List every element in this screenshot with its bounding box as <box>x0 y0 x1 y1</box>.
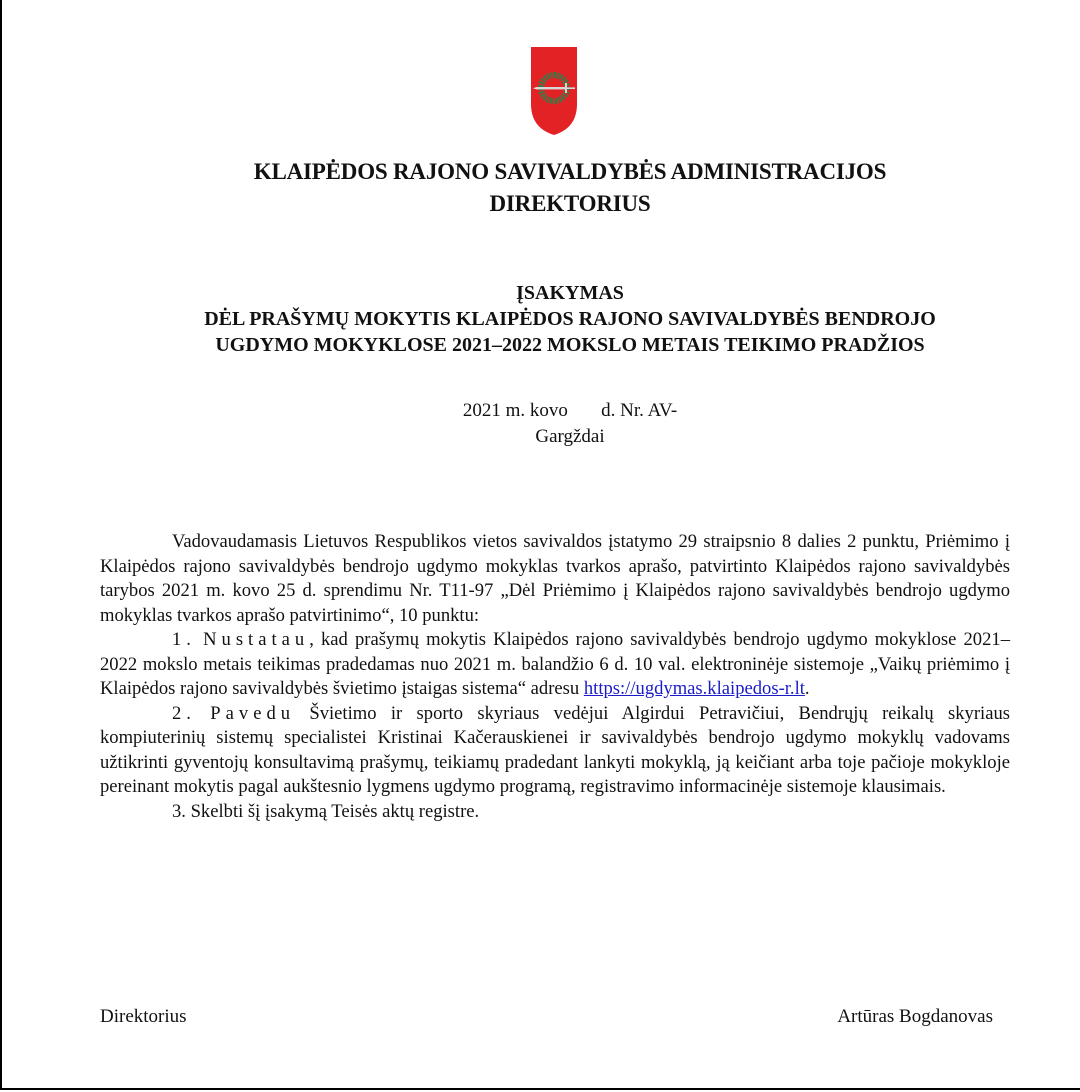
item-1-text: , kad prašymų mokytis Klaipėdos rajono savivaldybės bendrojo ugdymo mokyklose 2021–2022 mokslo metais teikimas pradedamas nuo 2021 m. balandžio 6 d. 10 val. elektroninėje sistemoje „Vaikų priėmimo į Klaipėdos rajono savivaldybės švietimo įstaigas sistema“ adresu <box>100 629 1010 699</box>
item-2-verb: Pavedu <box>210 702 296 724</box>
document-body <box>100 530 1010 824</box>
preamble-paragraph: Vadovaudamasis Lietuvos Respublikos vietos savivaldos įstatymo 29 straipsnio 8 dalies 2 punktu, Priėmimo į Klaipėdos rajono savivaldybės bendrojo ugdymo mokyklas tvarkos aprašo, patvirtinto Klaipėdos rajono savivaldybės tarybos 2021 m. kovo 25 d. sprendimu Nr. T11-97 „Dėl Priėmimo į Klaipėdos rajono savivaldybės bendrojo ugdymo mokyklas tvarkos aprašo patvirtinimo“, 10 punktu: <box>100 531 1010 626</box>
issuer-line-1: KLAIPĖDOS RAJONO SAVIVALDYBĖS ADMINISTRACIJOS <box>253 159 887 184</box>
coat-of-arms-icon <box>530 46 578 136</box>
subject-line-2: UGDYMO MOKYKLOSE 2021–2022 MOKSLO METAIS TEIKIMO PRADŽIOS <box>215 334 925 356</box>
place: Gargždai <box>535 426 605 447</box>
document-type: ĮSAKYMAS <box>516 282 624 304</box>
date-number: 2021 m. kovo d. Nr. AV- <box>462 400 678 421</box>
item-2-number: 2. <box>172 702 196 724</box>
dateline <box>0 398 1080 450</box>
issuer-line-2: DIREKTORIUS <box>489 191 651 216</box>
ugdymas-link[interactable]: https://ugdymas.klaipedos-r.lt <box>583 678 805 699</box>
item-1-end: . <box>804 678 810 699</box>
signatory-name: Artūras Bogdanovas <box>837 1006 993 1027</box>
item-1-paragraph <box>100 628 1010 702</box>
signatory-position: Direktorius <box>100 1006 187 1027</box>
document-title <box>0 280 1080 358</box>
item-1-verb: Nustatau <box>203 629 310 650</box>
item-2-text: Švietimo ir sporto skyriaus vedėjui Algirdui Petravičiui, Bendrųjų reikalų skyriaus kompiuterinių sistemų specialistei Kristinai Kačerauskienei ir savivaldybės bendrojo ugdymo mokyklų vadovams užtikrinti gyventojų konsultavimą prašymų, teikiamų pradedant lankyti mokyklą, ją keičiant arba toje pačioje mokykloje pereinant mokytis pagal aukštesnio lygmens ugdymo programą, registravimo informacinėje sistemoje klausimais. <box>100 702 1011 797</box>
item-1-number: 1. <box>172 629 196 650</box>
signature-block <box>100 1006 993 1028</box>
issuer-heading <box>0 156 1080 220</box>
page-frame-bottom-border <box>0 1088 1080 1090</box>
item-2-paragraph <box>100 702 1010 800</box>
subject-line-1: DĖL PRAŠYMŲ MOKYTIS KLAIPĖDOS RAJONO SAVIVALDYBĖS BENDROJO <box>204 308 936 330</box>
item-3-paragraph: 3. Skelbti šį įsakymą Teisės aktų registre. <box>172 800 480 822</box>
